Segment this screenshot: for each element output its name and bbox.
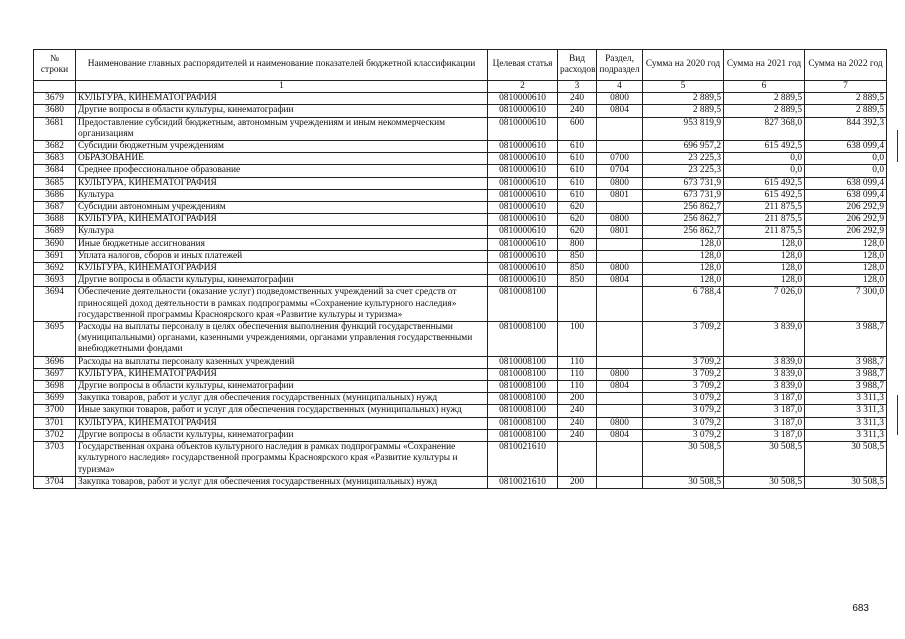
row-number: 3680: [34, 105, 76, 117]
row-target-article: 0810008100: [488, 417, 558, 429]
row-sum-2022: 7 300,0: [805, 287, 887, 322]
row-name: КУЛЬТУРА, КИНЕМАТОГРАФИЯ: [76, 368, 488, 380]
row-target-article: 0810021610: [488, 442, 558, 477]
column-index: 5: [643, 81, 724, 93]
row-name: КУЛЬТУРА, КИНЕМАТОГРАФИЯ: [76, 263, 488, 275]
row-target-article: 0810000610: [488, 105, 558, 117]
table-row: [34, 165, 887, 177]
row-sum-2020: 3 079,2: [643, 405, 724, 417]
table-row: [34, 275, 887, 287]
row-number: 3701: [34, 417, 76, 429]
row-number: 3692: [34, 263, 76, 275]
row-sum-2020: 128,0: [643, 250, 724, 262]
row-sum-2022: 30 508,5: [805, 476, 887, 488]
row-sum-2021: 0,0: [724, 165, 805, 177]
row-sum-2020: 23 225,3: [643, 165, 724, 177]
row-expense-type: [558, 287, 597, 322]
row-number: 3700: [34, 405, 76, 417]
row-sum-2022: 128,0: [805, 275, 887, 287]
row-sum-2022: 206 292,9: [805, 202, 887, 214]
row-sum-2021: 128,0: [724, 250, 805, 262]
row-target-article: 0810000610: [488, 93, 558, 105]
row-name: Уплата налогов, сборов и иных платежей: [76, 250, 488, 262]
row-sum-2021: 3 839,0: [724, 356, 805, 368]
header-row-number: № строки: [34, 50, 76, 81]
row-sum-2022: 3 311,3: [805, 405, 887, 417]
row-sum-2022: 3 311,3: [805, 417, 887, 429]
row-target-article: 0810008100: [488, 287, 558, 322]
row-expense-type: 850: [558, 263, 597, 275]
row-section: 0800: [597, 417, 643, 429]
row-number: 3687: [34, 202, 76, 214]
row-section: [597, 250, 643, 262]
table-row: [34, 263, 887, 275]
row-number: 3686: [34, 189, 76, 201]
column-index-row: [34, 81, 887, 93]
row-section: 0800: [597, 368, 643, 380]
row-number: 3704: [34, 476, 76, 488]
row-sum-2021: 827 368,0: [724, 117, 805, 140]
row-name: КУЛЬТУРА, КИНЕМАТОГРАФИЯ: [76, 177, 488, 189]
row-number: 3697: [34, 368, 76, 380]
table-row: [34, 202, 887, 214]
header-expense-type: Вид расходов: [558, 50, 597, 81]
row-section: [597, 202, 643, 214]
row-name: Другие вопросы в области культуры, кинематографии: [76, 429, 488, 441]
row-expense-type: 610: [558, 165, 597, 177]
row-target-article: 0810008100: [488, 356, 558, 368]
row-number: 3698: [34, 381, 76, 393]
row-sum-2022: 3 988,7: [805, 381, 887, 393]
row-sum-2021: 211 875,5: [724, 226, 805, 238]
table-row: [34, 226, 887, 238]
column-index: [34, 81, 76, 93]
row-target-article: 0810000610: [488, 263, 558, 275]
row-number: 3699: [34, 393, 76, 405]
row-sum-2021: 128,0: [724, 238, 805, 250]
row-expense-type: 610: [558, 189, 597, 201]
row-target-article: 0810008100: [488, 368, 558, 380]
row-sum-2020: 3 709,2: [643, 368, 724, 380]
row-name: Предоставление субсидий бюджетным, автономным учреждениям и иным некоммерческим организациям: [76, 117, 488, 140]
row-section: 0804: [597, 381, 643, 393]
table-row: [34, 368, 887, 380]
table-row: [34, 117, 887, 140]
row-sum-2021: 2 889,5: [724, 105, 805, 117]
margin-mark: [897, 395, 898, 435]
row-sum-2022: 3 988,7: [805, 322, 887, 357]
table-row: [34, 287, 887, 322]
row-expense-type: 240: [558, 429, 597, 441]
row-sum-2020: 2 889,5: [643, 93, 724, 105]
row-target-article: 0810000610: [488, 165, 558, 177]
row-name: Расходы на выплаты персоналу казенных учреждений: [76, 356, 488, 368]
column-index: 6: [724, 81, 805, 93]
row-number: 3681: [34, 117, 76, 140]
row-sum-2022: 3 311,3: [805, 393, 887, 405]
column-index: 1: [76, 81, 488, 93]
column-index: 4: [597, 81, 643, 93]
row-sum-2020: 953 819,9: [643, 117, 724, 140]
row-name: Культура: [76, 189, 488, 201]
row-name: Субсидии автономным учреждениям: [76, 202, 488, 214]
row-expense-type: 610: [558, 177, 597, 189]
row-sum-2021: 30 508,5: [724, 476, 805, 488]
row-number: 3693: [34, 275, 76, 287]
row-sum-2021: 3 839,0: [724, 322, 805, 357]
row-sum-2022: 128,0: [805, 238, 887, 250]
row-sum-2021: 0,0: [724, 153, 805, 165]
row-sum-2020: 2 889,5: [643, 105, 724, 117]
row-sum-2020: 3 079,2: [643, 393, 724, 405]
row-number: 3694: [34, 287, 76, 322]
table-row: [34, 442, 887, 477]
row-section: 0800: [597, 214, 643, 226]
row-sum-2021: 615 492,5: [724, 141, 805, 153]
column-index: 7: [805, 81, 887, 93]
row-name: Государственная охрана объектов культурного наследия в рамках подпрограммы «Сохранение культурного наследия» государственной программы Красноярского края «Развитие культуры и туризма»: [76, 442, 488, 477]
row-expense-type: [558, 442, 597, 477]
row-sum-2022: 638 099,4: [805, 189, 887, 201]
row-target-article: 0810008100: [488, 405, 558, 417]
row-sum-2020: 30 508,5: [643, 476, 724, 488]
row-sum-2020: 3 709,2: [643, 356, 724, 368]
row-number: 3696: [34, 356, 76, 368]
row-section: [597, 442, 643, 477]
row-target-article: 0810000610: [488, 177, 558, 189]
row-section: 0800: [597, 263, 643, 275]
row-sum-2020: 3 709,2: [643, 381, 724, 393]
row-number: 3682: [34, 141, 76, 153]
row-name: Расходы на выплаты персоналу в целях обеспечения выполнения функций государственными (муниципальными) органами, казенными учреждениями, органами управления государственными внебюджетными фондами: [76, 322, 488, 357]
row-sum-2020: 3 079,2: [643, 417, 724, 429]
row-expense-type: 600: [558, 117, 597, 140]
row-sum-2020: 23 225,3: [643, 153, 724, 165]
table-row: [34, 417, 887, 429]
row-sum-2022: 128,0: [805, 250, 887, 262]
row-sum-2021: 3 839,0: [724, 381, 805, 393]
row-number: 3695: [34, 322, 76, 357]
row-section: 0801: [597, 226, 643, 238]
row-number: 3690: [34, 238, 76, 250]
page-number: 683: [852, 603, 869, 614]
row-sum-2022: 638 099,4: [805, 141, 887, 153]
header-row: [34, 50, 887, 81]
row-sum-2021: 7 026,0: [724, 287, 805, 322]
row-sum-2021: 30 508,5: [724, 442, 805, 477]
row-sum-2020: 128,0: [643, 238, 724, 250]
row-section: 0804: [597, 105, 643, 117]
row-number: 3702: [34, 429, 76, 441]
row-sum-2021: 211 875,5: [724, 214, 805, 226]
row-sum-2020: 3 709,2: [643, 322, 724, 357]
row-name: КУЛЬТУРА, КИНЕМАТОГРАФИЯ: [76, 93, 488, 105]
row-target-article: 0810000610: [488, 153, 558, 165]
row-name: Закупка товаров, работ и услуг для обеспечения государственных (муниципальных) нужд: [76, 393, 488, 405]
row-number: 3691: [34, 250, 76, 262]
table-row: [34, 476, 887, 488]
row-target-article: 0810008100: [488, 381, 558, 393]
row-sum-2021: 128,0: [724, 275, 805, 287]
row-name: Иные закупки товаров, работ и услуг для обеспечения государственных (муниципальных) нужд: [76, 405, 488, 417]
row-section: 0804: [597, 275, 643, 287]
row-expense-type: 240: [558, 105, 597, 117]
row-expense-type: 240: [558, 417, 597, 429]
table-row: [34, 381, 887, 393]
row-target-article: 0810000610: [488, 189, 558, 201]
row-expense-type: 100: [558, 322, 597, 357]
row-sum-2021: 3 187,0: [724, 429, 805, 441]
header-section: Раздел, подраздел: [597, 50, 643, 81]
row-sum-2022: 844 392,3: [805, 117, 887, 140]
row-expense-type: 110: [558, 368, 597, 380]
table-row: [34, 405, 887, 417]
row-target-article: 0810008100: [488, 393, 558, 405]
row-number: 3679: [34, 93, 76, 105]
table-row: [34, 393, 887, 405]
table-row: [34, 93, 887, 105]
row-sum-2020: 673 731,9: [643, 177, 724, 189]
row-name: Закупка товаров, работ и услуг для обеспечения государственных (муниципальных) нужд: [76, 476, 488, 488]
row-sum-2021: 3 187,0: [724, 405, 805, 417]
row-name: Среднее профессиональное образование: [76, 165, 488, 177]
row-target-article: 0810000610: [488, 275, 558, 287]
row-section: [597, 476, 643, 488]
margin-mark: [897, 130, 898, 162]
row-target-article: 0810008100: [488, 322, 558, 357]
table-row: [34, 238, 887, 250]
row-name: Другие вопросы в области культуры, кинематографии: [76, 381, 488, 393]
row-section: [597, 117, 643, 140]
row-sum-2022: 638 099,4: [805, 177, 887, 189]
header-sum-2022: Сумма на 2022 год: [805, 50, 887, 81]
row-sum-2020: 6 788,4: [643, 287, 724, 322]
row-sum-2022: 3 988,7: [805, 356, 887, 368]
row-target-article: 0810000610: [488, 238, 558, 250]
row-sum-2022: 2 889,5: [805, 105, 887, 117]
row-sum-2020: 696 957,2: [643, 141, 724, 153]
row-expense-type: 620: [558, 214, 597, 226]
row-expense-type: 620: [558, 202, 597, 214]
column-index: 2: [488, 81, 558, 93]
row-expense-type: 800: [558, 238, 597, 250]
row-target-article: 0810000610: [488, 214, 558, 226]
row-section: 0700: [597, 153, 643, 165]
row-section: 0704: [597, 165, 643, 177]
row-number: 3684: [34, 165, 76, 177]
row-expense-type: 110: [558, 356, 597, 368]
row-section: [597, 405, 643, 417]
row-sum-2022: 30 508,5: [805, 442, 887, 477]
row-name: Другие вопросы в области культуры, кинематографии: [76, 105, 488, 117]
column-index: 3: [558, 81, 597, 93]
row-section: [597, 356, 643, 368]
row-sum-2022: 3 311,3: [805, 429, 887, 441]
row-section: 0801: [597, 189, 643, 201]
row-sum-2021: 2 889,5: [724, 93, 805, 105]
row-sum-2021: 3 839,0: [724, 368, 805, 380]
row-name: Иные бюджетные ассигнования: [76, 238, 488, 250]
table-row: [34, 177, 887, 189]
row-name: Культура: [76, 226, 488, 238]
row-target-article: 0810021610: [488, 476, 558, 488]
row-sum-2022: 206 292,9: [805, 226, 887, 238]
row-expense-type: 850: [558, 275, 597, 287]
row-expense-type: 240: [558, 93, 597, 105]
row-sum-2021: 615 492,5: [724, 177, 805, 189]
table-row: [34, 105, 887, 117]
row-sum-2020: 673 731,9: [643, 189, 724, 201]
row-section: [597, 322, 643, 357]
row-section: [597, 141, 643, 153]
table-row: [34, 141, 887, 153]
row-sum-2020: 256 862,7: [643, 202, 724, 214]
row-name: КУЛЬТУРА, КИНЕМАТОГРАФИЯ: [76, 214, 488, 226]
row-sum-2022: 0,0: [805, 165, 887, 177]
row-sum-2022: 128,0: [805, 263, 887, 275]
row-expense-type: 240: [558, 405, 597, 417]
table-row: [34, 214, 887, 226]
table-row: [34, 153, 887, 165]
row-expense-type: 200: [558, 393, 597, 405]
row-sum-2022: 206 292,9: [805, 214, 887, 226]
row-sum-2022: 2 889,5: [805, 93, 887, 105]
row-number: 3685: [34, 177, 76, 189]
row-sum-2020: 256 862,7: [643, 214, 724, 226]
row-number: 3683: [34, 153, 76, 165]
row-number: 3689: [34, 226, 76, 238]
row-expense-type: 620: [558, 226, 597, 238]
row-number: 3703: [34, 442, 76, 477]
header-sum-2020: Сумма на 2020 год: [643, 50, 724, 81]
row-sum-2022: 3 988,7: [805, 368, 887, 380]
budget-table: [33, 49, 887, 489]
row-sum-2020: 256 862,7: [643, 226, 724, 238]
row-name: ОБРАЗОВАНИЕ: [76, 153, 488, 165]
row-expense-type: 610: [558, 153, 597, 165]
table-row: [34, 356, 887, 368]
row-target-article: 0810000610: [488, 250, 558, 262]
table-row: [34, 250, 887, 262]
table-row: [34, 322, 887, 357]
row-target-article: 0810000610: [488, 141, 558, 153]
row-section: [597, 287, 643, 322]
row-sum-2020: 128,0: [643, 275, 724, 287]
header-sum-2021: Сумма на 2021 год: [724, 50, 805, 81]
row-expense-type: 850: [558, 250, 597, 262]
row-section: [597, 393, 643, 405]
row-target-article: 0810000610: [488, 202, 558, 214]
row-sum-2021: 128,0: [724, 263, 805, 275]
row-sum-2021: 615 492,5: [724, 189, 805, 201]
row-expense-type: 200: [558, 476, 597, 488]
row-sum-2021: 3 187,0: [724, 417, 805, 429]
row-section: [597, 238, 643, 250]
row-name: Обеспечение деятельности (оказание услуг) подведомственных учреждений за счет средств от приносящей доход деятельности в рамках подпрограммы «Сохранение культурного наследия» государственной программы Красноярского края «Развитие культуры и туризма»: [76, 287, 488, 322]
row-expense-type: 610: [558, 141, 597, 153]
row-sum-2022: 0,0: [805, 153, 887, 165]
table-row: [34, 189, 887, 201]
row-number: 3688: [34, 214, 76, 226]
row-sum-2020: 128,0: [643, 263, 724, 275]
row-name: Другие вопросы в области культуры, кинематографии: [76, 275, 488, 287]
header-target-article: Целевая статья: [488, 50, 558, 81]
header-name: Наименование главных распорядителей и наименование показателей бюджетной классификации: [76, 50, 488, 81]
row-sum-2020: 3 079,2: [643, 429, 724, 441]
row-section: 0800: [597, 93, 643, 105]
row-sum-2021: 3 187,0: [724, 393, 805, 405]
table-row: [34, 429, 887, 441]
row-target-article: 0810000610: [488, 117, 558, 140]
row-sum-2021: 211 875,5: [724, 202, 805, 214]
row-section: 0804: [597, 429, 643, 441]
row-sum-2020: 30 508,5: [643, 442, 724, 477]
row-name: Субсидии бюджетным учреждениям: [76, 141, 488, 153]
row-target-article: 0810000610: [488, 226, 558, 238]
row-name: КУЛЬТУРА, КИНЕМАТОГРАФИЯ: [76, 417, 488, 429]
row-expense-type: 110: [558, 381, 597, 393]
row-section: 0800: [597, 177, 643, 189]
table-body: [34, 93, 887, 489]
row-target-article: 0810008100: [488, 429, 558, 441]
